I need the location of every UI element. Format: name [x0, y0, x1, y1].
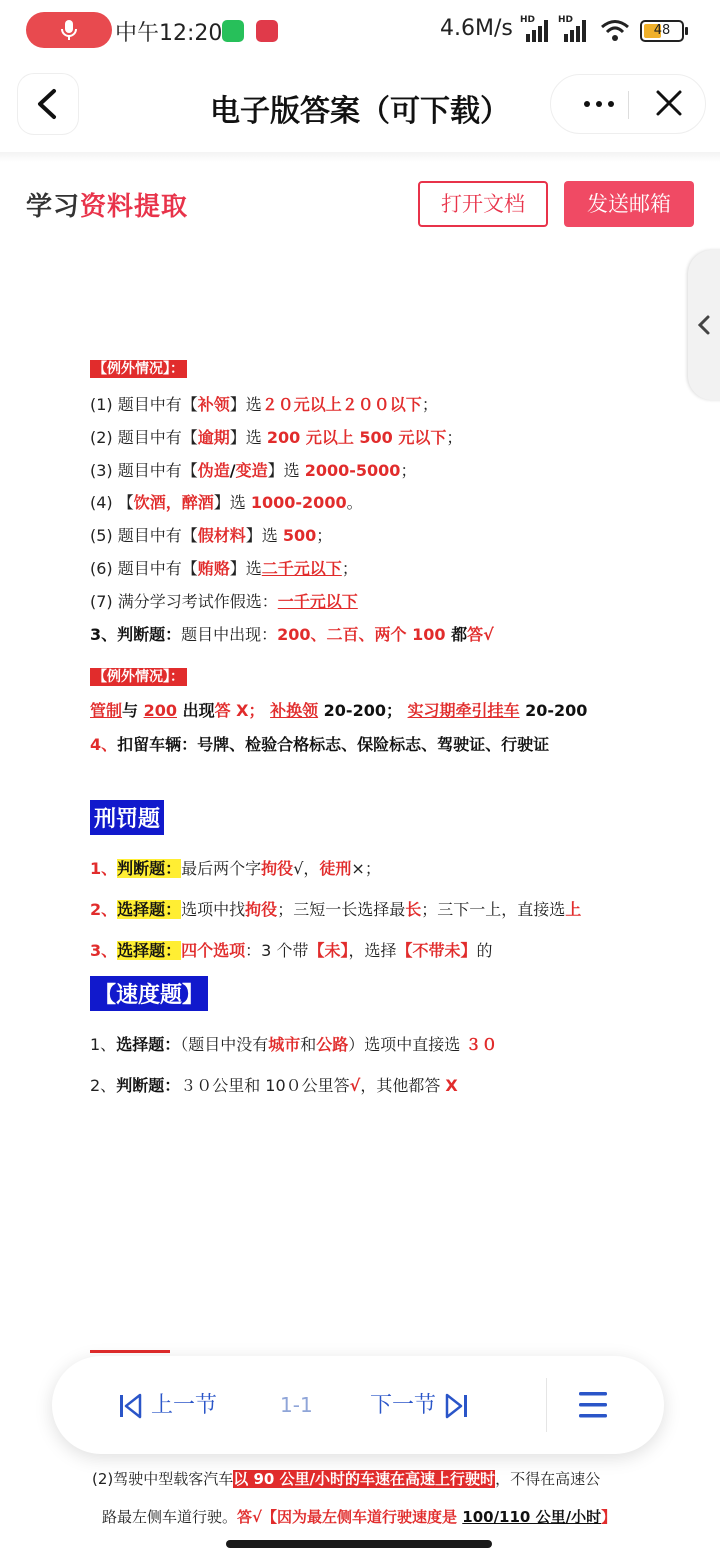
side-drawer-tab[interactable] — [688, 250, 720, 400]
footer-line-2 — [102, 1506, 616, 1527]
mini-program-capsule — [550, 74, 706, 134]
text-segment: 拘役 — [261, 859, 294, 878]
text-segment: ；三短一长选择最 — [277, 900, 406, 919]
text-segment: 】选 — [229, 559, 262, 578]
text-segment: / — [229, 461, 236, 480]
text-segment: 假材料 — [197, 526, 246, 545]
text-segment: 伪造 — [197, 461, 230, 480]
rule-line-10 — [90, 732, 549, 755]
text-segment: 补换领 — [270, 701, 319, 720]
text-segment: 100/110 公里/小时 — [462, 1508, 602, 1526]
back-button[interactable] — [18, 74, 78, 134]
text-segment: 上 — [565, 900, 582, 919]
text-segment: 20-200 — [519, 701, 588, 720]
network-speed: 4.6M/s — [440, 16, 513, 41]
text-segment: 判断题： — [117, 859, 182, 878]
section-marker — [90, 1350, 170, 1353]
exception-heading — [90, 358, 187, 378]
rule-line-8 — [90, 622, 494, 645]
exception-tag-2: 【例外情况】： — [90, 668, 187, 686]
text-segment: 选择题： — [116, 1035, 181, 1054]
speed-heading: 【速度题】 — [90, 976, 208, 1011]
decorative-shape — [544, 20, 548, 42]
menu-button[interactable] — [576, 1388, 612, 1422]
text-segment: 2000-5000 — [304, 461, 401, 480]
text-segment: (4) 【 — [90, 493, 134, 512]
text-segment: 饮酒，醉酒 — [133, 493, 214, 512]
chapter-navigation-bar — [52, 1356, 664, 1454]
hd-label-2: HD — [558, 15, 574, 25]
speed-line-1 — [90, 1032, 497, 1055]
send-email-button[interactable]: 发送邮箱 — [564, 181, 694, 227]
rule-line-4 — [90, 490, 363, 513]
text-segment: 。 — [346, 493, 363, 512]
document-toolbar — [0, 170, 720, 240]
page-title: 电子版答案（可下载） — [210, 94, 510, 129]
text-segment: 二千元以下 — [261, 559, 342, 578]
text-segment: 拘役 — [245, 900, 278, 919]
text-segment: ； — [400, 461, 417, 480]
text-segment: 实习期牵引挂车 — [407, 701, 520, 720]
text-segment: 200 元以上 500 元以下 — [266, 428, 447, 447]
text-segment: (5) 题目中有【 — [90, 526, 198, 545]
text-segment: 【未】 — [308, 941, 349, 960]
text-segment: √， — [293, 859, 320, 878]
text-segment: 】选 — [267, 461, 305, 480]
battery-icon — [640, 20, 684, 42]
text-segment: 2、 — [90, 900, 118, 919]
status-bar — [0, 0, 720, 62]
text-segment: 以 90 公里/小时的车速在高速上行驶时 — [233, 1470, 496, 1488]
text-segment: 】选 — [229, 395, 262, 414]
text-segment: 500 — [282, 526, 317, 545]
decorative-shape — [570, 30, 574, 42]
footer-line-1 — [92, 1468, 600, 1489]
exception-heading-2 — [90, 666, 187, 686]
text-segment: 扣留车辆：号牌、检验合格标志、保险标志、驾驶证、行驶证 — [117, 735, 550, 754]
text-segment: 管制 — [90, 701, 123, 720]
previous-section-label: 上一节 — [151, 1393, 218, 1418]
text-segment: 长 — [405, 900, 422, 919]
text-segment: 200 — [143, 701, 177, 720]
text-segment: ，其他都答 — [360, 1076, 446, 1095]
text-segment: ，选择 — [348, 941, 397, 960]
text-segment: 题目中出现： — [181, 625, 278, 644]
brand-part-1: 学习 — [26, 192, 81, 222]
text-segment: ； — [248, 701, 271, 720]
text-segment: (2) 题目中有【 — [90, 428, 198, 447]
text-segment: ； — [341, 559, 358, 578]
text-segment: 【不带未】 — [396, 941, 477, 960]
penalty-line-3 — [90, 938, 493, 961]
text-segment: 【因为最左侧车道行驶速度是 — [262, 1508, 463, 1526]
text-segment: X — [445, 1076, 458, 1095]
text-segment: 1、 — [90, 859, 118, 878]
signal-icon-2 — [558, 15, 588, 42]
wechat-icon — [222, 20, 244, 42]
text-segment: 变造 — [235, 461, 268, 480]
hamburger-menu-icon — [576, 1388, 612, 1422]
previous-section-button[interactable] — [118, 1388, 217, 1422]
text-segment: 四个选项 — [181, 941, 246, 960]
text-segment: 3、判断题： — [90, 625, 182, 644]
next-section-label: 下一节 — [370, 1393, 437, 1418]
brand-logo — [26, 186, 188, 223]
text-segment: 】选 — [229, 428, 267, 447]
signal-icon-1 — [520, 15, 550, 42]
text-segment: 与 — [122, 701, 144, 720]
text-segment: 城市 — [268, 1035, 301, 1054]
home-indicator[interactable] — [226, 1540, 492, 1548]
text-segment: ：3 个带 — [245, 941, 309, 960]
text-segment: ３０ — [465, 1035, 498, 1054]
text-segment: 答√ — [237, 1508, 263, 1526]
speed-line-2 — [90, 1073, 458, 1096]
battery-level: 48 — [653, 23, 671, 38]
text-segment: 选择题： — [117, 941, 182, 960]
status-time: 中午12:20 — [115, 21, 223, 46]
header-divider — [0, 152, 720, 162]
skip-previous-icon — [118, 1392, 144, 1420]
skip-next-icon — [443, 1392, 469, 1420]
rule-line-2 — [90, 425, 462, 448]
text-segment: ；三下一上，直接选 — [421, 900, 566, 919]
wifi-icon — [600, 18, 630, 42]
text-segment: 路最左侧车道行驶。 — [102, 1508, 238, 1526]
text-segment: 选项中找 — [181, 900, 246, 919]
hd-label-1: HD — [520, 15, 536, 25]
more-button[interactable] — [565, 75, 627, 133]
text-segment: ； — [421, 395, 438, 414]
rule-line-7 — [90, 589, 358, 612]
text-segment: (3) 题目中有【 — [90, 461, 198, 480]
text-segment: 公路 — [316, 1035, 349, 1054]
text-segment: (2)驾驶中型载客汽车 — [92, 1470, 234, 1488]
text-segment: 1000-2000 — [250, 493, 347, 512]
text-segment: ； — [446, 428, 463, 447]
text-segment: 出现 — [177, 701, 215, 720]
text-segment: (1) 题目中有【 — [90, 395, 198, 414]
text-segment: 2、 — [90, 1076, 117, 1095]
text-segment: 和 — [300, 1035, 317, 1054]
rule-line-5 — [90, 523, 332, 546]
top-navigation — [0, 62, 720, 152]
text-segment: ３０公里和 10０公里答 — [180, 1076, 350, 1095]
decorative-shape — [582, 20, 586, 42]
rule-line-3 — [90, 458, 416, 481]
text-segment: （题目中没有 — [180, 1035, 269, 1054]
rule-line-6 — [90, 556, 358, 579]
text-segment: 都 — [445, 625, 468, 644]
text-segment: 徒刑 — [319, 859, 352, 878]
text-segment: ）选项中直接选 — [348, 1035, 466, 1054]
text-segment: 的 — [476, 941, 493, 960]
decorative-shape — [628, 91, 629, 119]
chevron-left-icon — [696, 314, 712, 336]
text-segment: ； — [316, 526, 333, 545]
text-segment: 20-200； — [318, 701, 408, 720]
penalty-line-2 — [90, 897, 581, 920]
text-segment: 判断题： — [116, 1076, 181, 1095]
text-segment: 一千元以下 — [277, 592, 358, 611]
text-segment: 】 — [601, 1508, 617, 1526]
back-arrow-icon — [34, 88, 62, 120]
voice-recording-pill[interactable] — [26, 12, 112, 48]
text-segment: 】选 — [245, 526, 283, 545]
text-segment: 逾期 — [197, 428, 230, 447]
decorative-shape — [576, 26, 580, 42]
text-segment: 200、二百、两个 100 — [277, 625, 446, 644]
open-document-button[interactable]: 打开文档 — [418, 181, 548, 227]
decorative-shape — [685, 27, 688, 35]
text-segment: 贿赂 — [197, 559, 230, 578]
rule-line-9 — [90, 698, 587, 721]
text-segment: ２０元以上２００以下 — [261, 395, 422, 414]
penalty-line-1 — [90, 856, 381, 879]
text-segment: (7) 满分学习考试作假选： — [90, 592, 278, 611]
text-segment: 补领 — [197, 395, 230, 414]
penalty-heading: 刑罚题 — [90, 800, 164, 835]
text-segment: 4、 — [90, 735, 118, 754]
text-segment: ，不得在高速公 — [495, 1470, 601, 1488]
decorative-shape — [538, 26, 542, 42]
close-icon — [641, 75, 699, 133]
text-segment: (6) 题目中有【 — [90, 559, 198, 578]
text-segment: √ — [349, 1076, 361, 1095]
text-segment: 答√ — [467, 625, 494, 644]
microphone-icon — [58, 18, 80, 42]
notification-app-icon — [256, 20, 278, 42]
text-segment: ×； — [351, 859, 381, 878]
close-button[interactable] — [641, 75, 699, 133]
rule-line-1 — [90, 392, 438, 415]
page-indicator: 1-1 — [280, 1393, 313, 1417]
text-segment: 1、 — [90, 1035, 117, 1054]
decorative-shape — [526, 34, 530, 42]
more-dots-icon — [565, 75, 627, 133]
text-segment: 答 X — [214, 701, 249, 720]
text-segment: 3、 — [90, 941, 118, 960]
decorative-shape — [564, 34, 568, 42]
decorative-shape — [532, 30, 536, 42]
text-segment: 】选 — [213, 493, 251, 512]
text-segment: 最后两个字 — [181, 859, 262, 878]
next-section-button[interactable] — [370, 1388, 469, 1422]
exception-tag: 【例外情况】： — [90, 360, 187, 378]
bar-divider — [546, 1378, 547, 1432]
text-segment: 选择题： — [117, 900, 182, 919]
brand-part-2: 资料提取 — [80, 192, 189, 222]
